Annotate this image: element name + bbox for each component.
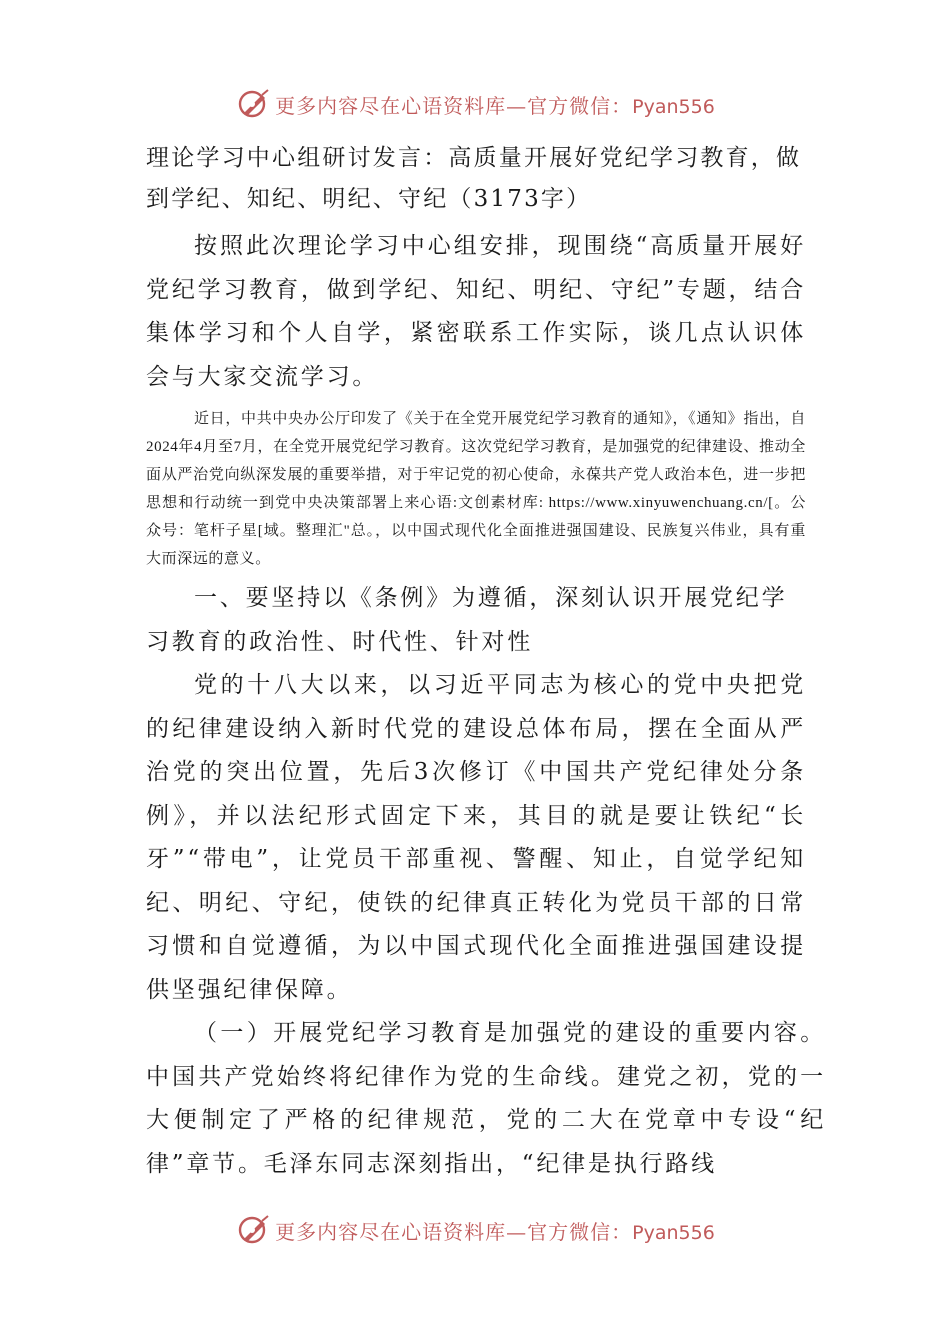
watermark-brand: Pyan556	[632, 95, 715, 118]
quill-logo-icon	[235, 1212, 271, 1248]
watermark-header	[0, 84, 950, 124]
quill-logo-icon	[235, 86, 271, 122]
document-title: 理论学习中心组研讨发言：高质量开展好党纪学习教育，做到学纪、知纪、明纪、守纪（3173字）	[146, 145, 802, 212]
watermark-text: 更多内容尽在心语资料库—官方微信：Pyan556	[275, 1219, 715, 1244]
intro-paragraph: 按照此次理论学习中心组安排，现围绕“高质量开展好党纪学习教育，做到学纪、知纪、明纪、守纪”专题，结合集体学习和个人自学，紧密联系工作实际，谈几点认识体会与大家交流学习。	[146, 233, 806, 390]
watermark-brand: Pyan556	[632, 1221, 715, 1244]
document-body	[146, 138, 826, 1186]
section-1-heading: 一、要坚持以《条例》为遵循，深刻认识开展党纪学习教育的政治性、时代性、针对性	[146, 585, 788, 655]
watermark-text: 更多内容尽在心语资料库—官方微信：Pyan556	[275, 93, 715, 118]
section-1-body: 党的十八大以来，以习近平同志为核心的党中央把党的纪律建设纳入新时代党的建设总体布局，摆在全面从严治党的突出位置，先后3次修订《中国共产党纪律处分条例》，并以法纪形式固定下来，其目的就是要让铁纪“长牙”“带电”，让党员干部重视、警醒、知止，自觉学纪知纪、明纪、守纪，使铁的纪律真正转化为党员干部的日常习惯和自觉遵循，为以中国式现代化全面推进强国建设提供坚强纪律保障。	[146, 672, 806, 1003]
subsection-1-paragraph: （一）开展党纪学习教育是加强党的建设的重要内容。中国共产党始终将纪律作为党的生命线。建党之初，党的一大便制定了严格的纪律规范，党的二大在党章中专设“纪律”章节。毛泽东同志深刻指出，“纪律是执行路线	[146, 1020, 826, 1177]
notice-paragraph: 近日，中共中央办公厅印发了《关于在全党开展党纪学习教育的通知》，《通知》指出，自2024年4月至7月，在全党开展党纪学习教育。这次党纪学习教育，是加强党的纪律建设、推动全面从严治党向纵深发展的重要举措，对于牢记党的初心使命，永葆共产党人政治本色，进一步把思想和行动统一到党中央决策部署上来心语:文创素材库: https://www.xinyuwenchuang.cn/[。公众号：笔杆子星[域。整理汇"总。，以中国式现代化全面推进强国建设、民族复兴伟业，具有重大而深远的意义。	[146, 411, 806, 567]
watermark-footer	[0, 1210, 950, 1250]
